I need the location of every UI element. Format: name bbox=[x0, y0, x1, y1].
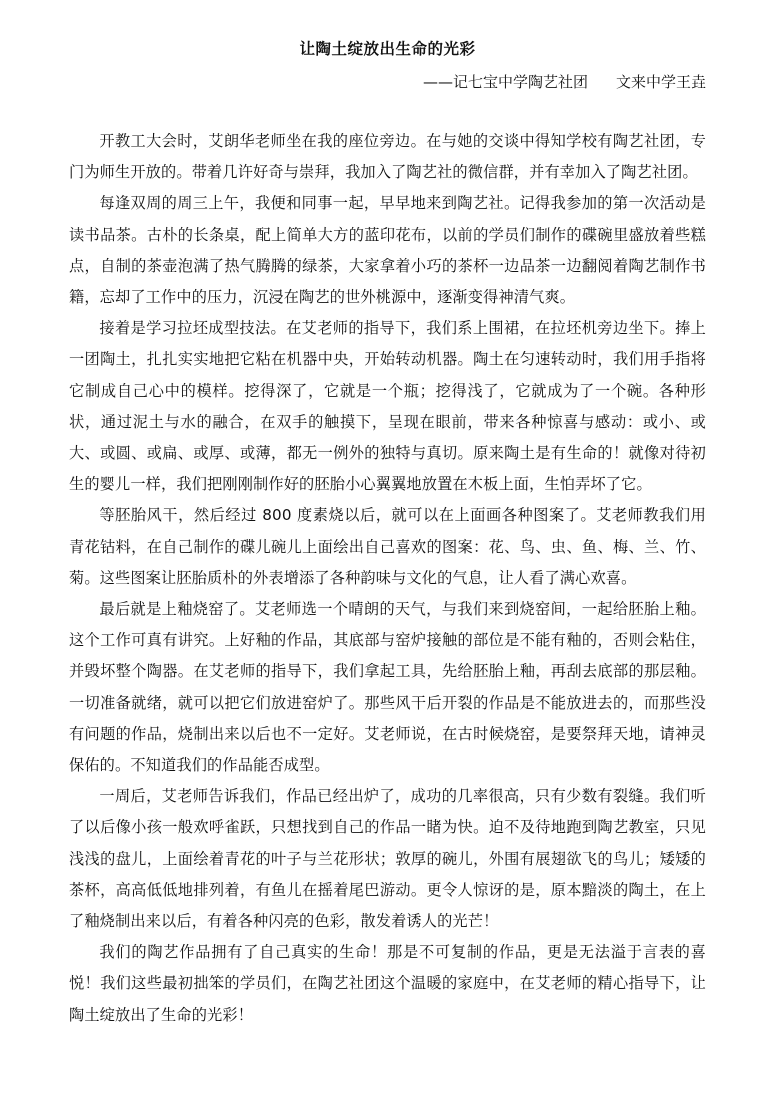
paragraph-5: 最后就是上釉烧窑了。艾老师选一个晴朗的天气，与我们来到烧窑间，一起给胚胎上釉。这个工作可真有讲究。上好釉的作品，其底部与窑炉接触的部位是不能有釉的，否则会粘住，并毁坏整个陶器。在艾老师的指导下，我们拿起工具，先给胚胎上釉，再刮去底部的那层釉。一切准备就绪，就可以把它们放进窑炉了。那些风干后开裂的作品是不能放进去的，而那些没有问题的作品，烧制出来以后也不一定好。艾老师说，在古时候烧窑，是要祭拜天地，请神灵保佑的。不知道我们的作品能否成型。 bbox=[69, 600, 706, 775]
paragraph-7: 我们的陶艺作品拥有了自己真实的生命！那是不可复制的作品，更是无法溢于言表的喜悦！我们这些最初拙笨的学员们，在陶艺社团这个温暖的家庭中，在艾老师的精心指导下，让陶土绽放出了生命的光彩！ bbox=[69, 943, 706, 1024]
paragraph-6: 一周后，艾老师告诉我们，作品已经出炉了，成功的几率很高，只有少数有裂缝。我们听了以后像小孩一般欢呼雀跃，只想找到自己的作品一睹为快。迫不及待地跑到陶艺教室，只见浅浅的盘儿，上面绘着青花的叶子与兰花形状；敦厚的碗儿，外围有展翅欲飞的鸟儿；矮矮的茶杯，高高低低地排列着，有鱼儿在摇着尾巴游动。更令人惊讶的是，原本黯淡的陶土，在上了釉烧制出来以后，有着各种闪亮的色彩，散发着诱人的光芒！ bbox=[69, 787, 706, 931]
paragraph-4: 等胚胎风干，然后经过 800 度素烧以后，就可以在上面画各种图案了。艾老师教我们用青花钴料，在自己制作的碟儿碗儿上面绘出自己喜欢的图案：花、鸟、虫、鱼、梅、兰、竹、菊。这些图案让胚胎质朴的外表增添了各种韵味与文化的气息，让人看了满心欢喜。 bbox=[69, 506, 706, 587]
author-name: 文来中学王垚 bbox=[615, 73, 706, 91]
document-title: 让陶土绽放出生命的光彩 bbox=[299, 40, 476, 58]
article-body bbox=[69, 126, 706, 1031]
paragraph-2: 每逢双周的周三上午，我便和同事一起，早早地来到陶艺社。记得我参加的第一次活动是读书品茶。古朴的长条桌，配上简单大方的蓝印花布，以前的学员们制作的碟碗里盛放着些糕点，自制的茶壶泡满了热气腾腾的绿茶，大家拿着小巧的茶杯一边品茶一边翻阅着陶艺制作书籍，忘却了工作中的压力，沉浸在陶艺的世外桃源中，逐渐变得神清气爽。 bbox=[69, 194, 706, 307]
document-subtitle bbox=[69, 71, 706, 93]
paragraph-1: 开教工大会时，艾朗华老师坐在我的座位旁边。在与她的交谈中得知学校有陶艺社团，专门为师生开放的。带着几许好奇与崇拜，我加入了陶艺社的微信群，并有幸加入了陶艺社团。 bbox=[69, 132, 706, 182]
paragraph-3: 接着是学习拉坯成型技法。在艾老师的指导下，我们系上围裙，在拉坯机旁边坐下。捧上一团陶土，扎扎实实地把它粘在机器中央，开始转动机器。陶土在匀速转动时，我们用手指将它制成自己心中的模样。挖得深了，它就是一个瓶；挖得浅了，它就成为了一个碗。各种形状，通过泥土与水的融合，在双手的触摸下，呈现在眼前，带来各种惊喜与感动：或小、或大、或圆、或扁、或厚、或薄，都无一例外的独特与真切。原来陶土是有生命的！就像对待初生的婴儿一样，我们把刚刚制作好的胚胎小心翼翼地放置在木板上面，生怕弄坏了它。 bbox=[69, 319, 706, 494]
subtitle-text: ——记七宝中学陶艺社团 bbox=[422, 73, 588, 91]
